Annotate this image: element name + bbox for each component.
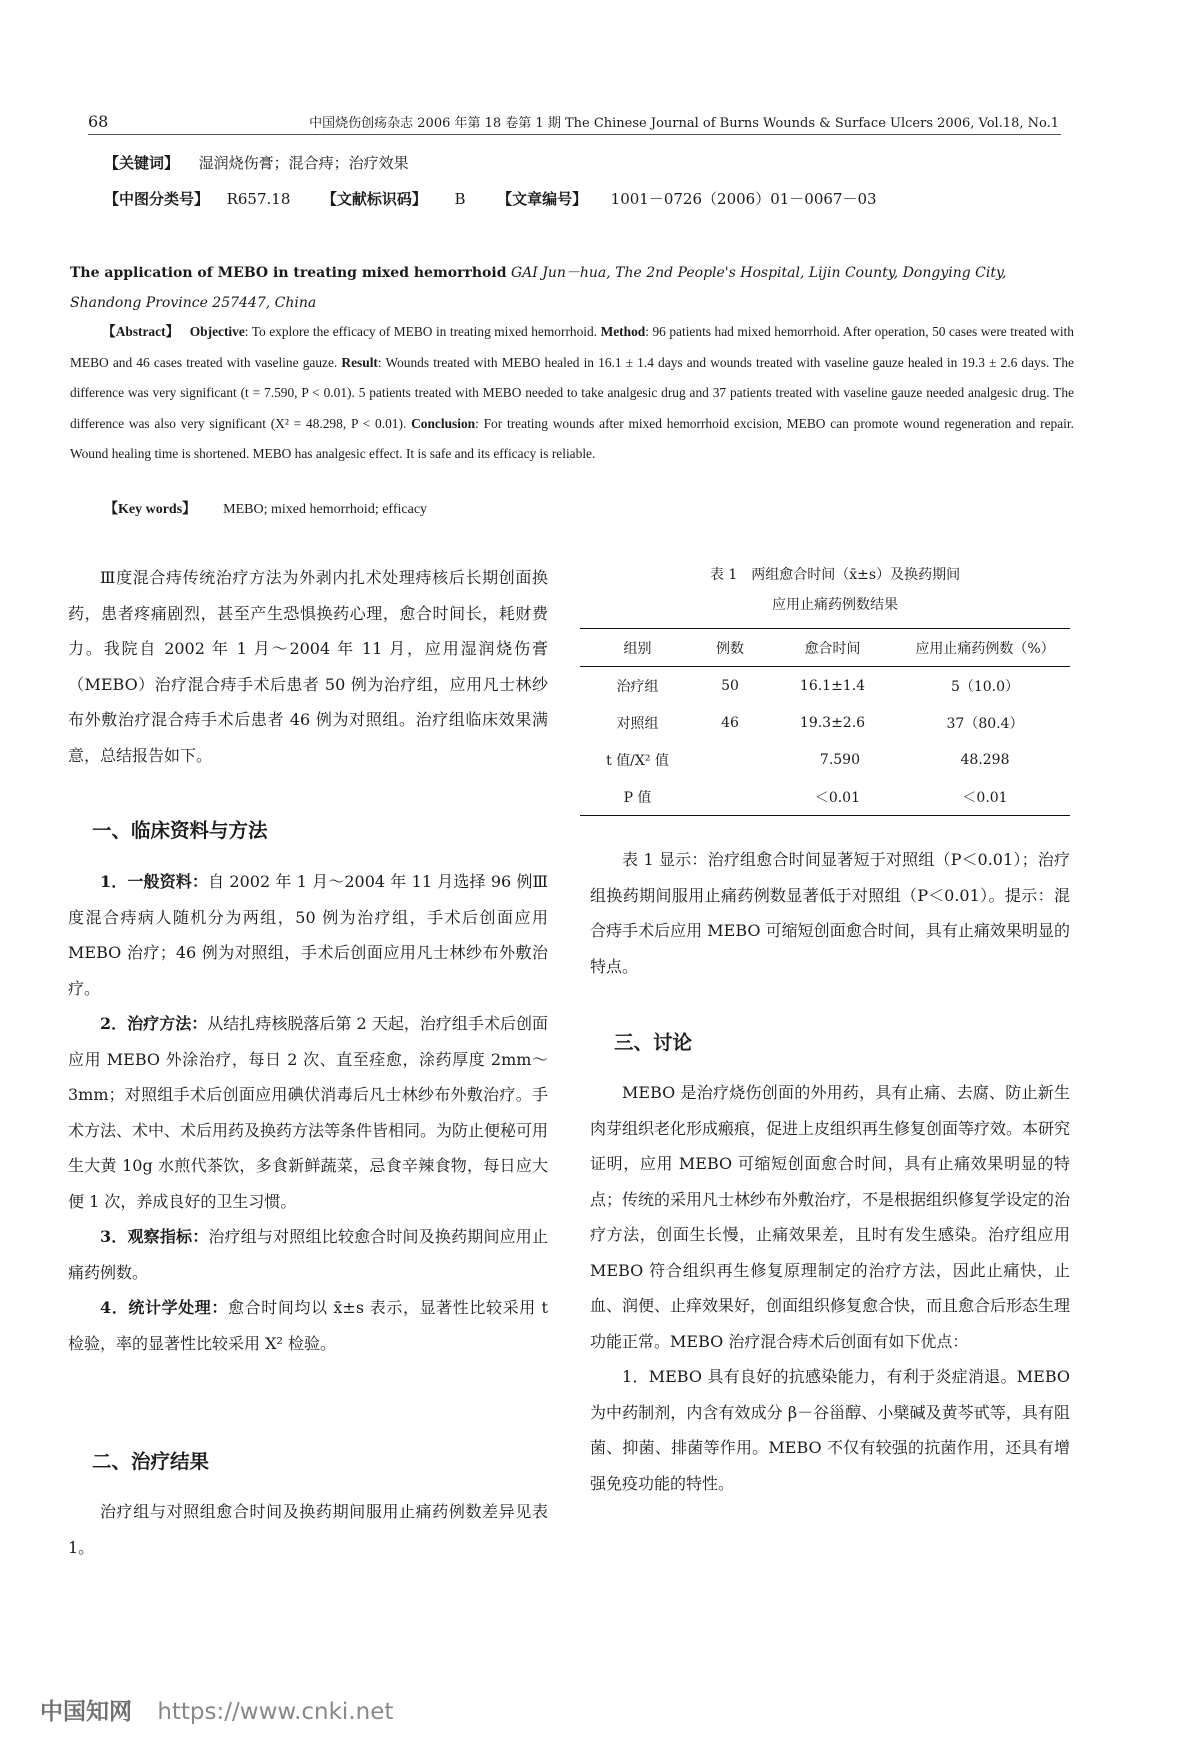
section-2-heading: 二、治疗结果	[92, 1450, 210, 1473]
doc-code: B	[454, 190, 466, 208]
intro-paragraph-block	[68, 560, 548, 773]
table-header-cell: 例数	[716, 640, 744, 657]
table-header-cell: 组别	[623, 640, 652, 657]
article-no-label: 【文章编号】	[497, 190, 588, 208]
section-1-heading: 一、临床资料与方法	[92, 819, 268, 842]
conclusion-label: Conclusion	[411, 415, 476, 431]
table-header-cell: 应用止痛药例数（%）	[915, 640, 1055, 657]
result-label: Result	[341, 354, 378, 370]
table-cell: 46	[721, 714, 739, 731]
table-cell: 7.590	[819, 751, 860, 768]
classification-line	[104, 188, 877, 209]
results-table-wrap	[580, 628, 1070, 816]
english-keywords: MEBO; mixed hemorrhoid; efficacy	[223, 502, 428, 517]
results-table	[580, 628, 1070, 816]
abstract-label: 【Abstract】	[102, 324, 180, 339]
section-1-body	[68, 864, 548, 1361]
table-cell: 50	[721, 677, 739, 694]
english-authors-affiliation: GAI Jun－hua, The 2nd People's Hospital, Lijin County, Dongying City, Shandong Province 257447, China	[70, 265, 1007, 311]
english-title-block	[70, 258, 1070, 318]
table-caption-line-2: 应用止痛药例数结果	[772, 597, 898, 613]
table-caption	[600, 560, 1070, 620]
english-abstract: 【Abstract】 Objective: To explore the efficacy of MEBO in treating mixed hemorrhoid. Method: 96 patients had mixed hemorrhoid. After operation, 50 cases were treated with MEBO and 46 cases treated with vaseline gauze. Result: Wounds treated with MEBO healed in 16.1 ± 1.4 days and wounds treated with vaseline gauze healed in 19.3 ± 2.6 days. The difference was very significant (t = 7.590, P < 0.01). 5 patients treated with MEBO needed to take analgesic drug and 37 patients treated with vaseline gauze needed analgesic drug. The difference was also very significant (X² = 48.298, P < 0.01). Conclusion: For treating wounds after mixed hemorrhoid excision, MEBO can promote wound regeneration and repair. Wound healing time is shortened. MEBO has analgesic effect. It is safe and its efficacy is reliable.	[70, 324, 1075, 461]
discussion-paragraph-2: 1．MEBO 具有良好的抗感染能力，有利于炎症消退。MEBO 为中药制剂，内含有效成分 β－谷甾醇、小檗碱及黄芩甙等，具有阻菌、抑菌、排菌等作用。MEBO 不仅有较强的抗菌作用，还具有增强免疫功能的特性。	[590, 1367, 1070, 1493]
objective-text: To explore the efficacy of MEBO in treating mixed hemorrhoid.	[251, 324, 598, 339]
table-cell: 19.3±2.6	[799, 714, 866, 731]
table-caption-line-1: 表 1 两组愈合时间（x̄±s）及换药期间	[709, 567, 961, 583]
table-cell: ＜0.01	[962, 789, 1008, 806]
english-title: The application of MEBO in treating mixed hemorrhoid	[70, 265, 507, 281]
method-paragraph-3: 3．观察指标：治疗组与对照组比较愈合时间及换药期间应用止痛药例数。	[68, 1227, 548, 1282]
objective-label: Objective	[189, 324, 245, 339]
conclusion-text: For treating wounds after mixed hemorrhoid excision, MEBO can promote wound regeneration and repair. Wound healing time is shortened. MEBO has analgesic effect. It is safe and its efficacy is reliable.	[70, 415, 1074, 461]
method-1-label: 1．一般资料：	[100, 872, 209, 891]
section-3-body	[590, 1075, 1070, 1501]
keywords-cn-label: 【关键词】	[104, 154, 180, 172]
table-cell: ＜0.01	[814, 789, 860, 806]
method-2-label: 2．治疗方法：	[100, 1014, 208, 1033]
clc-label: 【中图分类号】	[104, 190, 210, 208]
cnki-watermark	[40, 1693, 393, 1726]
method-3-label: 3．观察指标：	[100, 1227, 209, 1246]
clc-code: R657.18	[226, 190, 291, 208]
table-note-block	[590, 842, 1070, 984]
method-4-label: 4．统计学处理：	[100, 1298, 229, 1317]
method-label: Method	[600, 324, 646, 339]
section-2-body	[68, 1494, 548, 1565]
table-cell: 5（10.0）	[950, 678, 1020, 695]
method-paragraph-4: 4．统计学处理：愈合时间均以 x̄±s 表示，显著性比较采用 t 检验，率的显著性比较采用 X² 检验。	[68, 1298, 548, 1353]
table-cell: 37（80.4）	[946, 715, 1024, 732]
table-stat-row	[580, 778, 1070, 816]
page-number: 68	[88, 112, 109, 131]
table-header-cell: 愈合时间	[804, 640, 861, 657]
table-cell: 对照组	[616, 715, 659, 732]
table-stat-row	[580, 741, 1070, 778]
keywords-cn-line	[104, 152, 409, 173]
article-no: 1001－0726（2006）01－0067－03	[610, 190, 877, 208]
discussion-paragraph-1: MEBO 是治疗烧伤创面的外用药，具有止痛、去腐、防止新生肉芽组织老化形成瘢痕，促进上皮组织再生修复创面等疗效。本研究证明，应用 MEBO 可缩短创面愈合时间，具有止痛效果明显的特点；传统的采用凡士林纱布外敷治疗，不是根据组织修复学设定的治疗方法，创面生长慢，止痛效果差，且时有发生感染。治疗组应用 MEBO 符合组织再生修复原理制定的治疗方法，因此止痛快，止血、润便、止痒效果好，创面组织修复愈合快，而且愈合后形态生理功能正常。MEBO 治疗混合痔术后创面有如下优点：	[590, 1083, 1071, 1351]
result-text: Wounds treated with MEBO healed in 16.1 ± 1.4 days and wounds treated with vaseline gauze healed in 19.3 ± 2.6 days. The difference was very significant (t = 7.590, P < 0.01). 5 patients treated with MEBO needed to take analgesic drug and 37 patients treated with vaseline gauze needed analgesic drug. The difference was also very significant (X² = 48.298, P < 0.01).	[70, 354, 1075, 431]
results-paragraph: 治疗组与对照组愈合时间及换药期间服用止痛药例数差异见表 1。	[68, 1502, 548, 1557]
english-keywords-line	[104, 498, 427, 518]
method-paragraph-2: 2．治疗方法：从结扎痔核脱落后第 2 天起，治疗组手术后创面应用 MEBO 外涂治疗，每日 2 次、直至痊愈，涂药厚度 2mm～3mm；对照组手术后创面应用碘伏消毒后凡士林纱布外敷治疗。手术方法、术中、术后用药及换药方法等条件皆相同。为防止便秘可用生大黄 10g 水煎代茶饮，多食新鲜蔬菜，忌食辛辣食物，每日应大便 1 次，养成良好的卫生习惯。	[68, 1014, 549, 1211]
table-cell: 48.298	[960, 751, 1010, 768]
table-row	[580, 704, 1070, 741]
table-cell: 16.1±1.4	[799, 677, 866, 694]
cnki-brand: 中国知网	[40, 1699, 132, 1725]
method-paragraph-1: 1．一般资料：自 2002 年 1 月～2004 年 11 月选择 96 例Ⅲ度混合痔病人随机分为两组，50 例为治疗组，手术后创面应用 MEBO 治疗；46 例为对照组，手术后创面应用凡士林纱布外敷治疗。	[68, 872, 548, 998]
method-text: 96 patients had mixed hemorrhoid. After operation, 50 cases were treated with MEBO and 46 cases treated with vaseline gauze.	[70, 324, 1074, 370]
table-cell: 治疗组	[616, 678, 659, 695]
doc-code-label: 【文献标识码】	[321, 190, 427, 208]
cnki-url: https://www.cnki.net	[157, 1699, 394, 1725]
table-header-row	[580, 629, 1070, 667]
table-cell: t 值/X² 值	[606, 752, 669, 769]
table-row	[580, 667, 1070, 705]
keywords-cn: 湿润烧伤膏；混合痔；治疗效果	[198, 154, 409, 172]
table-note-paragraph: 表 1 显示：治疗组愈合时间显著短于对照组（P＜0.01）；治疗组换药期间服用止痛药例数显著低于对照组（P＜0.01）。提示：混合痔手术后应用 MEBO 可缩短创面愈合时间，具有止痛效果明显的特点。	[590, 850, 1070, 976]
running-head: 中国烧伤创疡杂志 2006 年第 18 卷第 1 期 The Chinese Journal of Burns Wounds & Surface Ulcers 2006, Vol.18, No.1	[309, 116, 1059, 131]
intro-paragraph: Ⅲ度混合痔传统治疗方法为外剥内扎术处理痔核后长期创面换药，患者疼痛剧烈，甚至产生恐惧换药心理，愈合时间长，耗财费力。我院自 2002 年 1 月～2004 年 11 月，应用湿润烧伤膏（MEBO）治疗混合痔手术后患者 50 例为治疗组，应用凡士林纱布外敷治疗混合痔手术后患者 46 例为对照组。治疗组临床效果满意，总结报告如下。	[68, 568, 548, 765]
english-keywords-label: 【Key words】	[104, 502, 197, 517]
header-rule	[88, 134, 1061, 135]
section-3-heading: 三、讨论	[614, 1031, 693, 1054]
table-cell: P 值	[623, 789, 652, 806]
